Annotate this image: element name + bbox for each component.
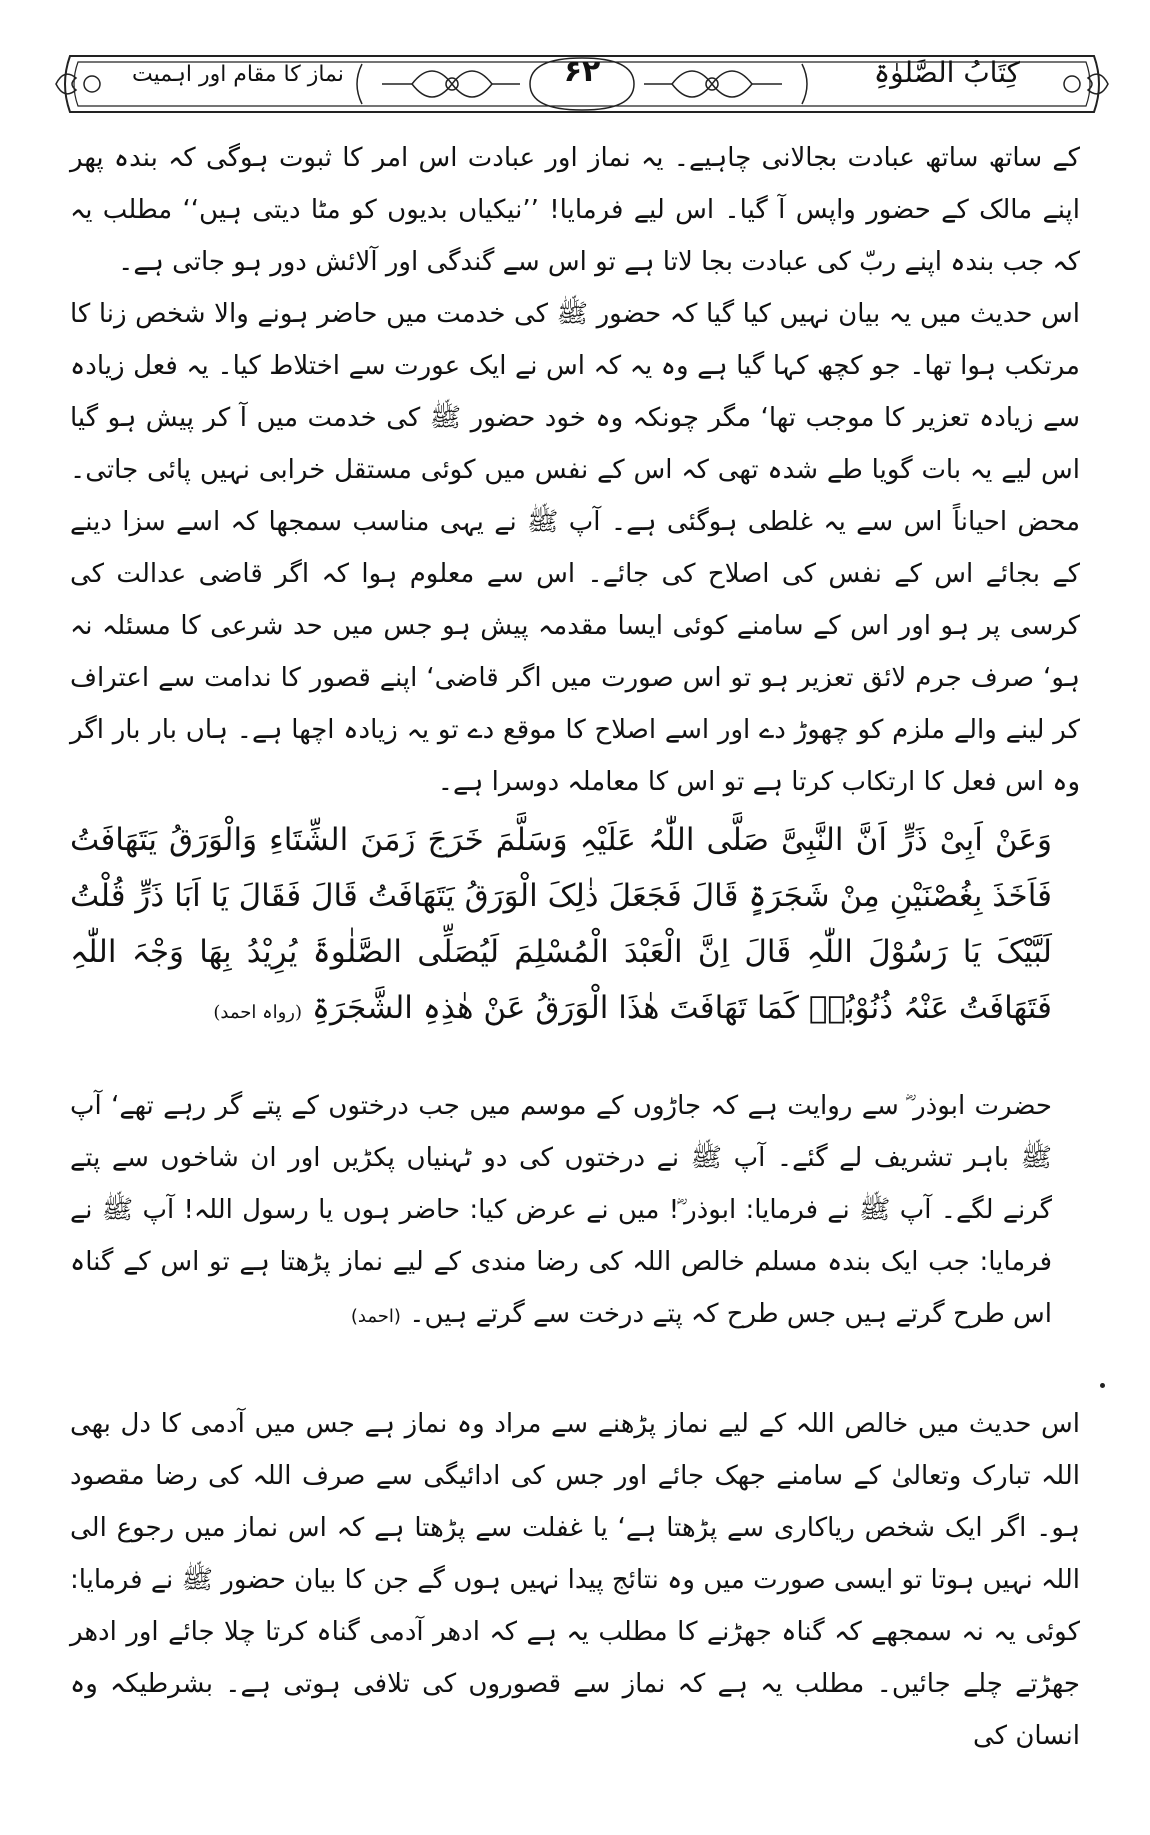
hadith-arabic-text: وَعَنْ اَبِیْ ذَرٍّ اَنَّ النَّبِیَّ صَلَّی اللّٰہُ عَلَیْہِ وَسَلَّمَ خَرَجَ زَمَنَ الشِّتَاءِ وَالْوَرَقُ یَتَھَافَتُ فَاَخَذَ بِغُصْنَیْنِ مِنْ شَجَرَۃٍ قَالَ فَجَعَلَ ذٰلِکَ الْوَرَقُ یَتَھَافَتُ قَالَ فَقَالَ یَا اَبَا ذَرٍّ قُلْتُ لَبَّیْکَ یَا رَسُوْلَ اللّٰہِ قَالَ اِنَّ الْعَبْدَ الْمُسْلِمَ لَیُصَلِّی الصَّلٰوۃَ یُرِیْدُ بِھَا وَجْہَ اللّٰہِ فَتَھَافَتُ عَنْہُ ذُنُوْبُہٗ کَمَا تَھَافَتَ ھٰذَا الْوَرَقُ عَنْ ھٰذِہِ الشَّجَرَۃِ: [70, 822, 1052, 1026]
page-header: [52, 48, 1112, 120]
chapter-title: نماز کا مقام اور اہمیت: [132, 62, 344, 87]
page-number: ۶۲: [563, 54, 601, 89]
ink-dot: [1100, 1383, 1105, 1388]
commentary-block: [70, 1398, 1080, 1762]
main-text: [70, 132, 1080, 808]
book-title: کِتَابُ الصَّلوٰۃِ: [873, 56, 1020, 89]
translation-block: [70, 1080, 1080, 1343]
hadith-arabic: [70, 812, 1080, 1041]
paragraph: کے ساتھ ساتھ عبادت بجالانی چاہیے۔ یہ نماز اور عبادت اس امر کا ثبوت ہوگی کہ بندہ پھر اپنے مالک کے حضور واپس آ گیا۔ اس لیے فرمایا! ’’نیکیاں بدیوں کو مٹا دیتی ہیں‘‘ مطلب یہ کہ جب بندہ اپنے ربّ کی عبادت بجا لاتا ہے تو اس سے گندگی اور آلائش دور ہو جاتی ہے۔: [70, 143, 1080, 277]
hadith-translation: [70, 1080, 1080, 1343]
translation-reference: (احمد): [350, 1306, 401, 1327]
commentary-paragraph: اس حدیث میں خالص اللہ کے لیے نماز پڑھنے سے مراد وہ نماز ہے جس میں آدمی کا دل بھی اللہ تبارک وتعالیٰ کے سامنے جھک جائے اور جس کی ادائیگی سے صرف اللہ کی رضا مقصود ہو۔ اگر ایک شخص ریاکاری سے پڑھتا ہے‘ یا غفلت سے پڑھتا ہے کہ اس نماز میں رجوع الی اللہ نہیں ہوتا تو ایسی صورت میں وہ نتائج پیدا نہیں ہوں گے جن کا بیان حضور ﷺ نے فرمایا: کوئی یہ نہ سمجھے کہ گناہ جھڑنے کا مطلب یہ ہے کہ ادھر آدمی گناہ کرتا چلا جائے اور ادھر جھڑتے چلے جائیں۔ مطلب یہ ہے کہ نماز سے قصوروں کی تلافی ہوتی ہے۔ بشرطیکہ وہ انسان کی: [70, 1409, 1080, 1751]
translation-text: حضرت ابوذر ؓ سے روایت ہے کہ جاڑوں کے موسم میں جب درختوں کے پتے گر رہے تھے‘ آپ ﷺ باہر تشریف لے گئے۔ آپ ﷺ نے درختوں کی دو ٹہنیاں پکڑیں اور ان شاخوں سے پتے گرنے لگے۔ آپ ﷺ نے فرمایا: ابوذر ؓ! میں نے عرض کیا: حاضر ہوں یا رسول اللہ! آپ ﷺ نے فرمایا: جب ایک بندہ مسلم خالص اللہ کی رضا مندی کے لیے نماز پڑھتا ہے تو اس کے گناہ اس طرح گرتے ہیں جس طرح کہ پتے درخت سے گرتے ہیں۔: [70, 1091, 1052, 1329]
hadith-block: [70, 812, 1080, 1041]
hadith-reference: (رواہ احمد): [213, 1002, 303, 1023]
paragraph: اس حدیث میں یہ بیان نہیں کیا گیا کہ حضور ﷺ کی خدمت میں حاضر ہونے والا شخص زنا کا مرتکب ہوا تھا۔ جو کچھ کہا گیا ہے وہ یہ کہ اس نے ایک عورت سے اختلاط کیا۔ یہ فعل زیادہ سے زیادہ تعزیر کا موجب تھا‘ مگر چونکہ وہ خود حضور ﷺ کی خدمت میں آ کر پیش ہو گیا اس لیے یہ بات گویا طے شدہ تھی کہ اس کے نفس میں کوئی مستقل خرابی نہیں پائی جاتی۔ محض احیاناً اس سے یہ غلطی ہوگئی ہے۔ آپ ﷺ نے یہی مناسب سمجھا کہ اسے سزا دینے کے بجائے اس کے نفس کی اصلاح کی جائے۔ اس سے معلوم ہوا کہ اگر قاضی عدالت کی کرسی پر ہو اور اس کے سامنے کوئی ایسا مقدمہ پیش ہو جس میں حد شرعی کا مسئلہ نہ ہو‘ صرف جرم لائق تعزیر ہو تو اس صورت میں اگر قاضی‘ اپنے قصور کا ندامت سے اعتراف کر لینے والے ملزم کو چھوڑ دے اور اسے اصلاح کا موقع دے تو یہ زیادہ اچھا ہے۔ ہاں بار بار اگر وہ اس فعل کا ارتکاب کرتا ہے تو اس کا معاملہ دوسرا ہے۔: [70, 299, 1080, 797]
